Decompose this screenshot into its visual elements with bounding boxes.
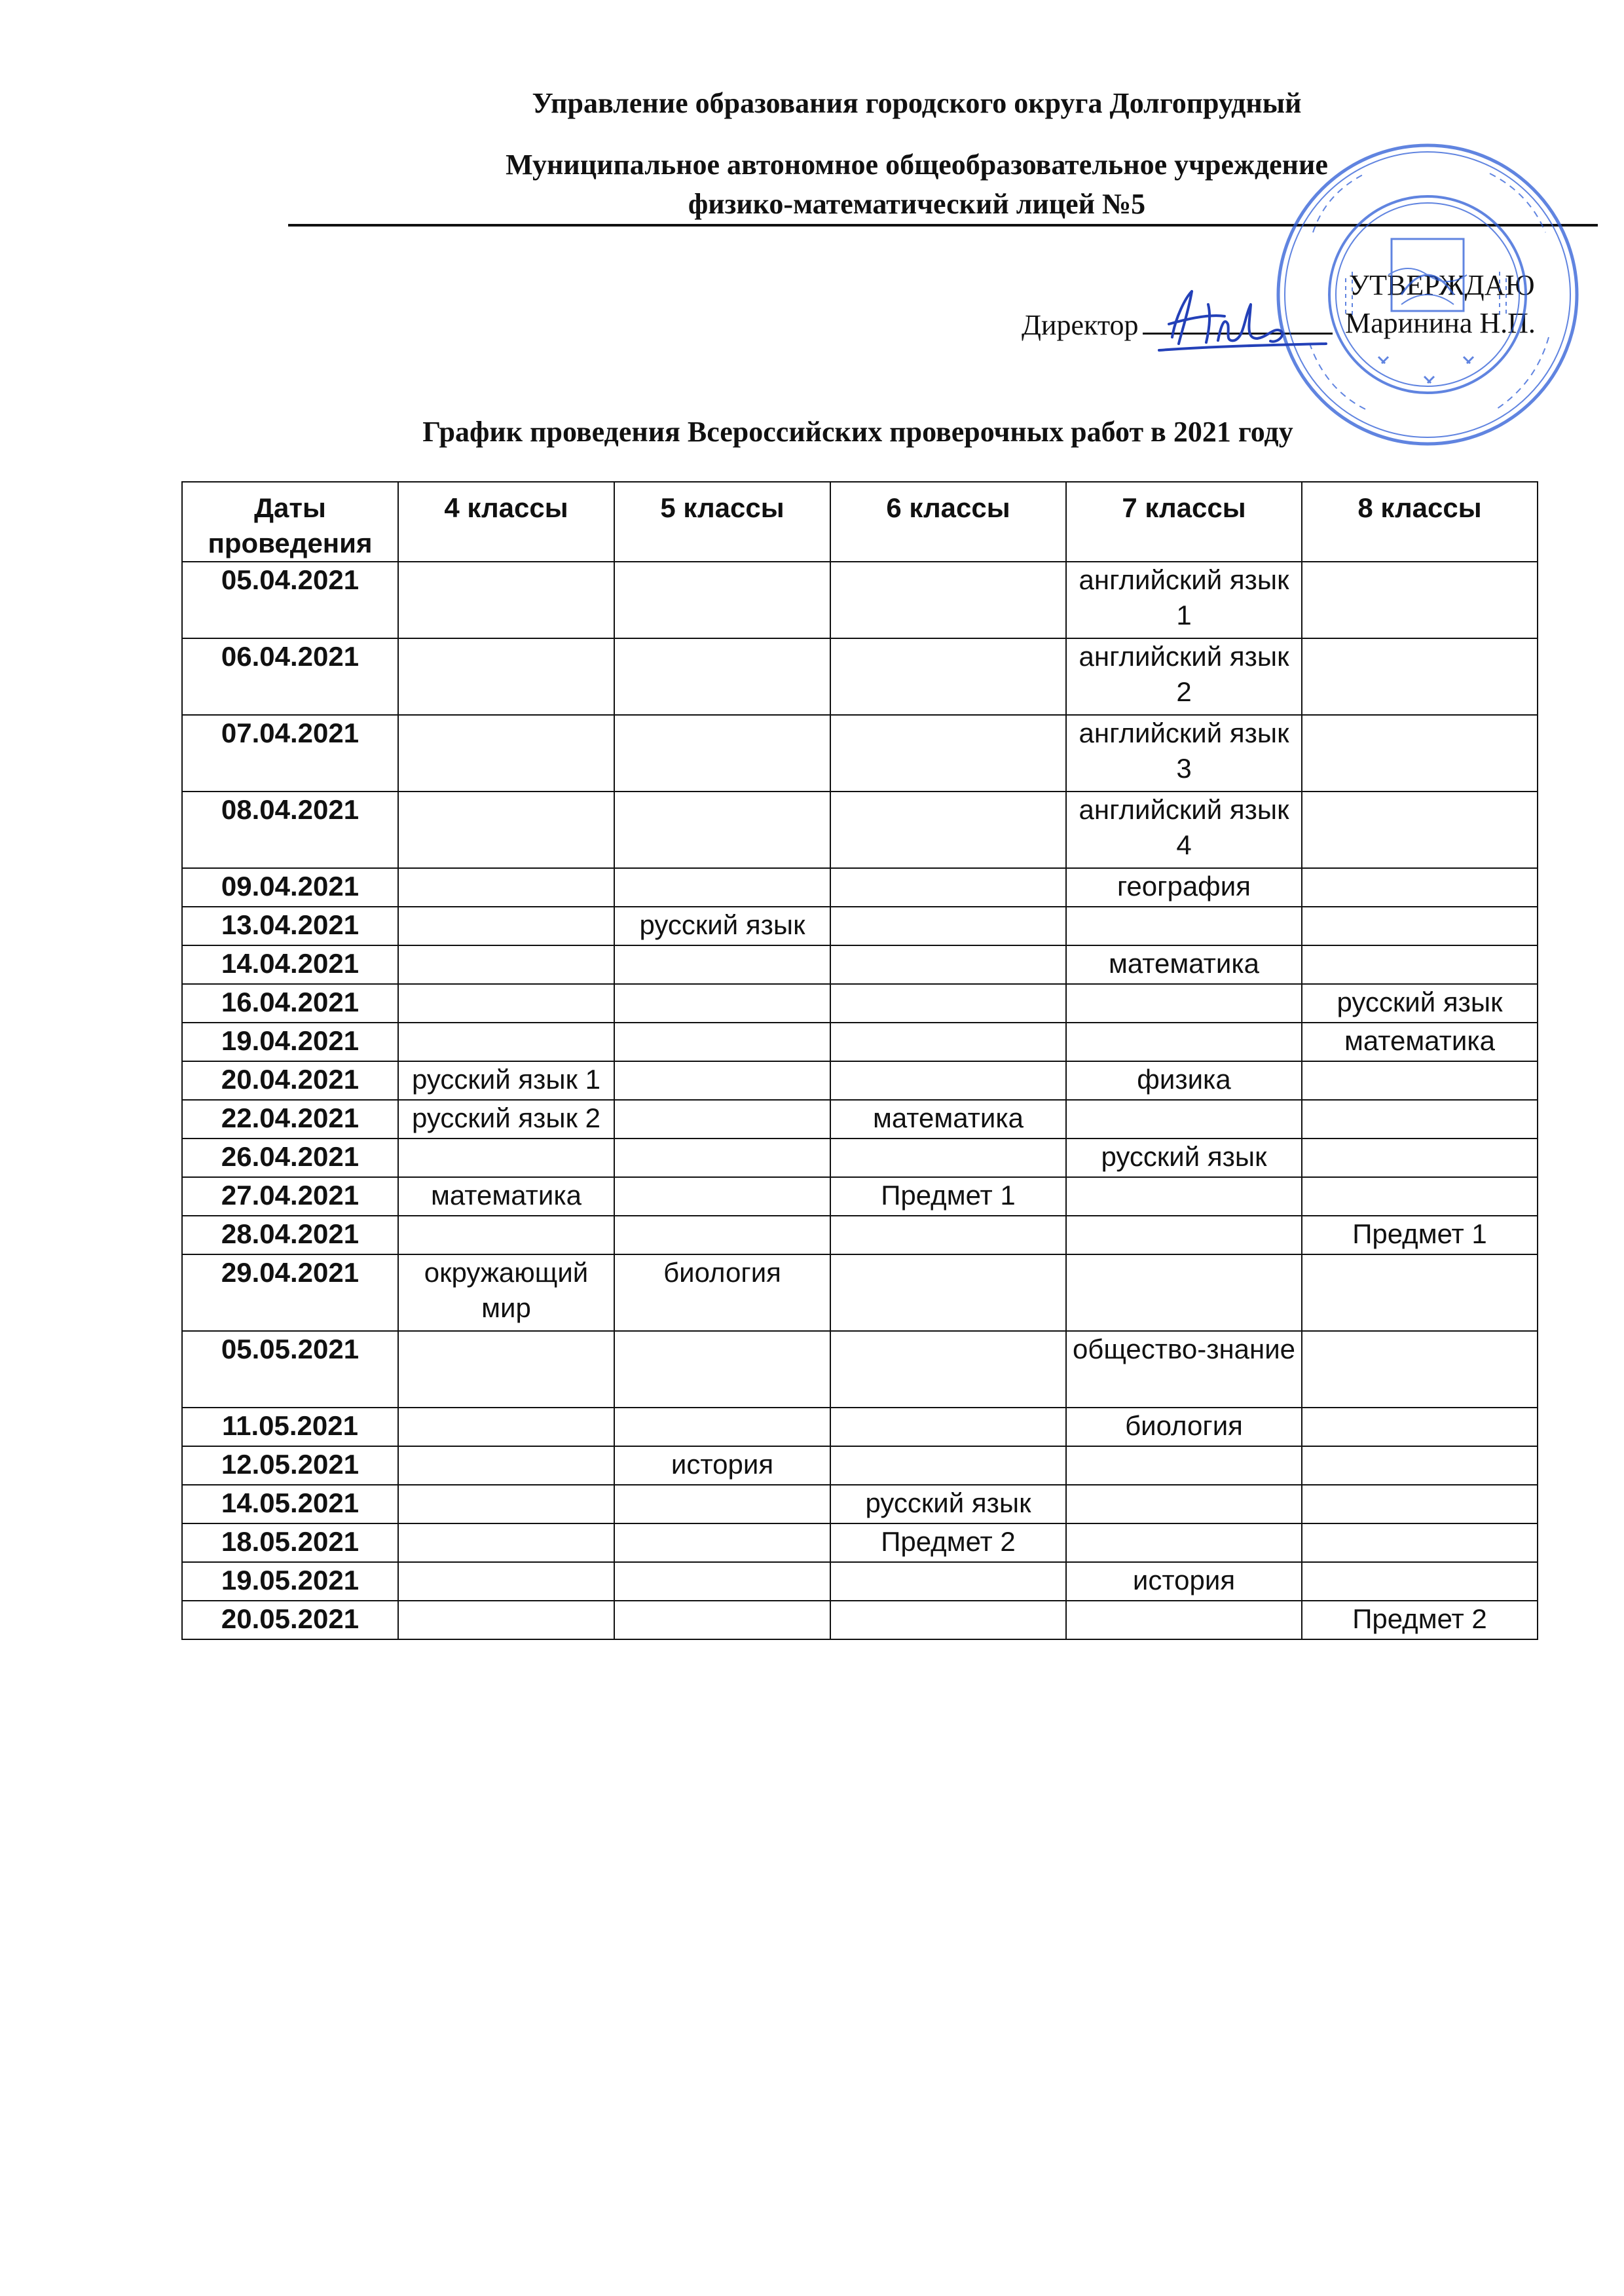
table-row bbox=[182, 1061, 1538, 1100]
subject-cell: английский язык 2 bbox=[1066, 638, 1302, 715]
table-header-row bbox=[182, 482, 1538, 562]
subject-cell bbox=[1302, 1254, 1538, 1331]
subject-cell bbox=[398, 1446, 614, 1485]
date-cell: 27.04.2021 bbox=[182, 1177, 398, 1216]
school-name-line-2: физико-математический лицей №5 bbox=[688, 188, 1146, 220]
subject-cell bbox=[1302, 1523, 1538, 1562]
table-row bbox=[182, 1562, 1538, 1601]
subject-cell bbox=[398, 1523, 614, 1562]
subject-cell bbox=[1302, 792, 1538, 868]
subject-cell bbox=[830, 945, 1066, 984]
subject-cell bbox=[398, 638, 614, 715]
subject-cell bbox=[830, 1061, 1066, 1100]
subject-cell bbox=[1066, 1177, 1302, 1216]
subject-cell: английский язык 3 bbox=[1066, 715, 1302, 792]
table-row bbox=[182, 1216, 1538, 1254]
subject-cell bbox=[1302, 1562, 1538, 1601]
table-row bbox=[182, 1601, 1538, 1639]
subject-cell bbox=[398, 1408, 614, 1446]
header-grade-3: 6 классы bbox=[830, 482, 1066, 562]
table-row bbox=[182, 562, 1538, 638]
subject-cell bbox=[1302, 1100, 1538, 1139]
subject-cell bbox=[398, 1216, 614, 1254]
subject-cell bbox=[614, 1408, 830, 1446]
date-cell: 26.04.2021 bbox=[182, 1139, 398, 1177]
subject-cell: русский язык 2 bbox=[398, 1100, 614, 1139]
subject-cell bbox=[1066, 1485, 1302, 1523]
subject-cell bbox=[830, 715, 1066, 792]
table-row bbox=[182, 1523, 1538, 1562]
director-signature-icon bbox=[1146, 278, 1336, 363]
director-name: Маринина Н.П. bbox=[1345, 307, 1536, 339]
subject-cell bbox=[614, 715, 830, 792]
table-row bbox=[182, 1254, 1538, 1331]
subject-cell bbox=[614, 638, 830, 715]
subject-cell: Предмет 1 bbox=[830, 1177, 1066, 1216]
subject-cell bbox=[398, 1023, 614, 1061]
subject-cell bbox=[398, 715, 614, 792]
date-cell: 16.04.2021 bbox=[182, 984, 398, 1023]
table-row bbox=[182, 1446, 1538, 1485]
subject-cell: география bbox=[1066, 868, 1302, 907]
subject-cell bbox=[1066, 1523, 1302, 1562]
date-cell: 14.04.2021 bbox=[182, 945, 398, 984]
school-name-line-1: Муниципальное автономное общеобразовательное учреждение bbox=[506, 149, 1328, 181]
subject-cell: история bbox=[614, 1446, 830, 1485]
table-row bbox=[182, 792, 1538, 868]
subject-cell bbox=[830, 792, 1066, 868]
subject-cell bbox=[830, 1562, 1066, 1601]
subject-cell: английский язык 1 bbox=[1066, 562, 1302, 638]
table-row bbox=[182, 945, 1538, 984]
subject-cell bbox=[830, 638, 1066, 715]
subject-cell bbox=[398, 984, 614, 1023]
subject-cell: математика bbox=[398, 1177, 614, 1216]
subject-cell bbox=[830, 1254, 1066, 1331]
subject-cell bbox=[830, 984, 1066, 1023]
subject-cell: русский язык 1 bbox=[398, 1061, 614, 1100]
subject-cell bbox=[1066, 1100, 1302, 1139]
table-row bbox=[182, 1408, 1538, 1446]
subject-cell bbox=[830, 1216, 1066, 1254]
table-row bbox=[182, 638, 1538, 715]
schedule-table bbox=[181, 481, 1538, 1640]
table-row bbox=[182, 907, 1538, 945]
subject-cell bbox=[1066, 907, 1302, 945]
table-row bbox=[182, 1177, 1538, 1216]
subject-cell: Предмет 2 bbox=[1302, 1601, 1538, 1639]
subject-cell bbox=[1302, 562, 1538, 638]
document-title: График проведения Всероссийских проверочных работ в 2021 году bbox=[422, 416, 1293, 448]
subject-cell bbox=[1066, 1601, 1302, 1639]
subject-cell bbox=[1066, 984, 1302, 1023]
date-cell: 05.04.2021 bbox=[182, 562, 398, 638]
subject-cell bbox=[614, 1177, 830, 1216]
subject-cell bbox=[1302, 1446, 1538, 1485]
subject-cell bbox=[1302, 1485, 1538, 1523]
header-grade-5: 8 классы bbox=[1302, 482, 1538, 562]
table-row bbox=[182, 1331, 1538, 1408]
subject-cell bbox=[398, 868, 614, 907]
subject-cell: окружающий мир bbox=[398, 1254, 614, 1331]
subject-cell bbox=[398, 1331, 614, 1408]
subject-cell bbox=[830, 1139, 1066, 1177]
subject-cell bbox=[1302, 1061, 1538, 1100]
subject-cell bbox=[398, 945, 614, 984]
table-row bbox=[182, 1139, 1538, 1177]
date-cell: 13.04.2021 bbox=[182, 907, 398, 945]
subject-cell bbox=[830, 868, 1066, 907]
subject-cell: биология bbox=[614, 1254, 830, 1331]
subject-cell bbox=[614, 1523, 830, 1562]
subject-cell bbox=[1066, 1216, 1302, 1254]
subject-cell bbox=[614, 1061, 830, 1100]
subject-cell bbox=[1302, 1408, 1538, 1446]
subject-cell bbox=[1066, 1446, 1302, 1485]
date-cell: 29.04.2021 bbox=[182, 1254, 398, 1331]
subject-cell: математика bbox=[1066, 945, 1302, 984]
date-cell: 12.05.2021 bbox=[182, 1446, 398, 1485]
subject-cell bbox=[1302, 907, 1538, 945]
subject-cell: математика bbox=[1302, 1023, 1538, 1061]
table-row bbox=[182, 1023, 1538, 1061]
date-cell: 28.04.2021 bbox=[182, 1216, 398, 1254]
subject-cell bbox=[1302, 1177, 1538, 1216]
table-row bbox=[182, 1485, 1538, 1523]
subject-cell bbox=[830, 1601, 1066, 1639]
subject-cell bbox=[398, 1601, 614, 1639]
subject-cell bbox=[614, 984, 830, 1023]
subject-cell bbox=[614, 1562, 830, 1601]
subject-cell bbox=[614, 1100, 830, 1139]
subject-cell bbox=[830, 1331, 1066, 1408]
subject-cell bbox=[614, 1216, 830, 1254]
subject-cell: русский язык bbox=[1302, 984, 1538, 1023]
subject-cell bbox=[614, 562, 830, 638]
date-cell: 19.05.2021 bbox=[182, 1562, 398, 1601]
subject-cell bbox=[830, 1408, 1066, 1446]
subject-cell: русский язык bbox=[614, 907, 830, 945]
subject-cell bbox=[614, 1485, 830, 1523]
table-row bbox=[182, 868, 1538, 907]
subject-cell bbox=[614, 792, 830, 868]
date-cell: 20.04.2021 bbox=[182, 1061, 398, 1100]
date-cell: 11.05.2021 bbox=[182, 1408, 398, 1446]
subject-cell bbox=[1302, 868, 1538, 907]
subject-cell: английский язык 4 bbox=[1066, 792, 1302, 868]
authority-heading: Управление образования городского округа Долгопрудный bbox=[532, 87, 1302, 119]
subject-cell: биология bbox=[1066, 1408, 1302, 1446]
header-grade-1: 4 классы bbox=[398, 482, 614, 562]
director-label: Директор bbox=[1022, 309, 1139, 341]
subject-cell bbox=[830, 562, 1066, 638]
subject-cell bbox=[1302, 1331, 1538, 1408]
header-grade-4: 7 классы bbox=[1066, 482, 1302, 562]
subject-cell: история bbox=[1066, 1562, 1302, 1601]
subject-cell bbox=[614, 1139, 830, 1177]
date-cell: 22.04.2021 bbox=[182, 1100, 398, 1139]
subject-cell bbox=[398, 792, 614, 868]
header-grade-2: 5 классы bbox=[614, 482, 830, 562]
subject-cell bbox=[398, 562, 614, 638]
subject-cell bbox=[830, 1023, 1066, 1061]
subject-cell: русский язык bbox=[1066, 1139, 1302, 1177]
subject-cell bbox=[398, 1485, 614, 1523]
subject-cell bbox=[398, 907, 614, 945]
table-row bbox=[182, 1100, 1538, 1139]
subject-cell: физика bbox=[1066, 1061, 1302, 1100]
subject-cell bbox=[614, 945, 830, 984]
table-row bbox=[182, 715, 1538, 792]
date-cell: 05.05.2021 bbox=[182, 1331, 398, 1408]
header-dates: Даты проведения bbox=[182, 482, 398, 562]
subject-cell bbox=[614, 1331, 830, 1408]
subject-cell: русский язык bbox=[830, 1485, 1066, 1523]
table-body bbox=[182, 562, 1538, 1639]
subject-cell bbox=[1066, 1254, 1302, 1331]
subject-cell: Предмет 1 bbox=[1302, 1216, 1538, 1254]
subject-cell: Предмет 2 bbox=[830, 1523, 1066, 1562]
subject-cell bbox=[1302, 715, 1538, 792]
table-row bbox=[182, 984, 1538, 1023]
subject-cell bbox=[398, 1139, 614, 1177]
date-cell: 07.04.2021 bbox=[182, 715, 398, 792]
subject-cell bbox=[398, 1562, 614, 1601]
date-cell: 08.04.2021 bbox=[182, 792, 398, 868]
date-cell: 09.04.2021 bbox=[182, 868, 398, 907]
date-cell: 19.04.2021 bbox=[182, 1023, 398, 1061]
subject-cell bbox=[614, 1601, 830, 1639]
subject-cell bbox=[830, 907, 1066, 945]
subject-cell bbox=[1302, 945, 1538, 984]
subject-cell: математика bbox=[830, 1100, 1066, 1139]
subject-cell bbox=[614, 868, 830, 907]
subject-cell: общество-знание bbox=[1066, 1331, 1302, 1408]
approve-label: УТВЕРЖДАЮ bbox=[1349, 269, 1535, 301]
subject-cell bbox=[1302, 1139, 1538, 1177]
subject-cell bbox=[830, 1446, 1066, 1485]
subject-cell bbox=[614, 1023, 830, 1061]
subject-cell bbox=[1302, 638, 1538, 715]
subject-cell bbox=[1066, 1023, 1302, 1061]
date-cell: 18.05.2021 bbox=[182, 1523, 398, 1562]
date-cell: 06.04.2021 bbox=[182, 638, 398, 715]
date-cell: 14.05.2021 bbox=[182, 1485, 398, 1523]
date-cell: 20.05.2021 bbox=[182, 1601, 398, 1639]
